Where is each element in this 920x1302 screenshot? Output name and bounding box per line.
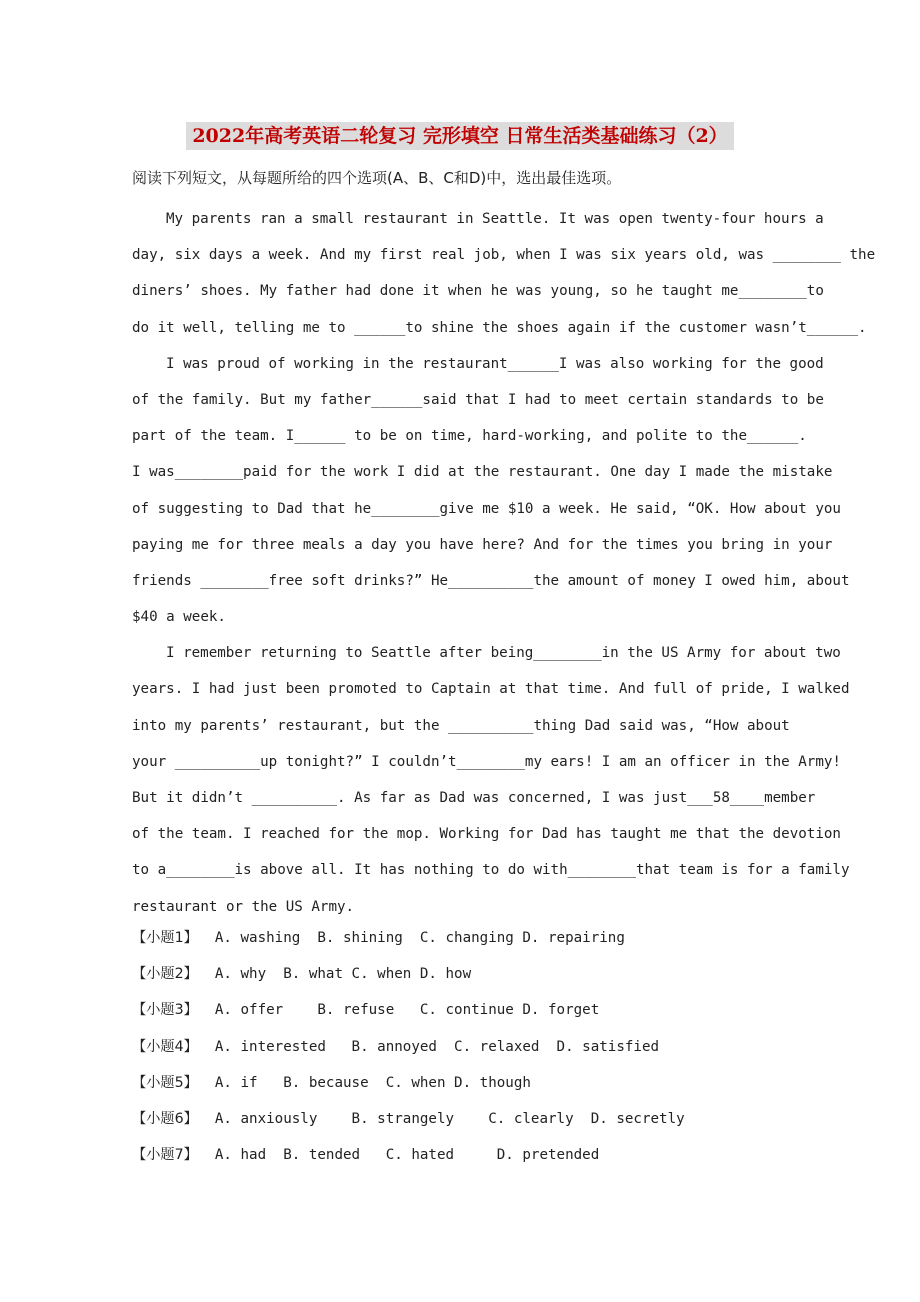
passage — [132, 201, 876, 925]
question-item — [132, 992, 792, 1028]
passage-line: into my parents’ restaurant, but the __________thing Dad said was, “How about — [132, 717, 790, 734]
question-label: 【小题2】 — [132, 966, 198, 983]
passage-line: $40 a week. — [132, 609, 226, 626]
question-item — [132, 1101, 792, 1137]
question-options: A. if B. because C. when D. though — [197, 1074, 531, 1091]
question-list — [132, 920, 792, 1173]
question-options: A. had B. tended C. hated D. pretended — [197, 1147, 600, 1164]
passage-line: I was________paid for the work I did at the restaurant. One day I made the mistake — [132, 464, 833, 481]
passage-line: I was proud of working in the restaurant______I was also working for the good — [166, 355, 824, 372]
question-options: A. why B. what C. when D. how — [197, 966, 472, 983]
passage-line: your __________up tonight?” I couldn’t________my ears! I am an officer in the Army! — [132, 753, 841, 770]
question-item — [132, 1029, 792, 1065]
passage-line: diners’ shoes. My father had done it when he was young, so he taught me________to — [132, 283, 824, 300]
passage-line: My parents ran a small restaurant in Seattle. It was open twenty-four hours a — [166, 211, 824, 227]
question-item — [132, 920, 792, 956]
question-options: A. washing B. shining C. changing D. repairing — [197, 930, 625, 946]
question-label: 【小题1】 — [132, 930, 198, 946]
question-label: 【小题4】 — [132, 1038, 198, 1055]
passage-line: friends ________free soft drinks?” He__________the amount of money I owed him, about — [132, 572, 850, 589]
passage-line: to a________is above all. It has nothing to do with________that team is for a family — [132, 862, 850, 879]
document-title: 2022年高考英语二轮复习 完形填空 日常生活类基础练习（2） — [186, 122, 733, 150]
passage-line: years. I had just been promoted to Captain at that time. And full of pride, I walked — [132, 681, 850, 698]
passage-line: of the team. I reached for the mop. Working for Dad has taught me that the devotion — [132, 826, 841, 843]
passage-line: restaurant or the US Army. — [132, 898, 355, 915]
passage-line: But it didn’t __________. As far as Dad was concerned, I was just___58____member — [132, 790, 816, 806]
question-label: 【小题3】 — [132, 1002, 198, 1019]
question-label: 【小题6】 — [132, 1110, 198, 1127]
question-options: A. offer B. refuse C. continue D. forget — [197, 1002, 600, 1019]
question-options: A. interested B. annoyed C. relaxed D. satisfied — [197, 1038, 660, 1055]
question-item — [132, 1137, 792, 1173]
title-wrap — [0, 122, 920, 150]
question-item — [132, 956, 792, 992]
passage-line: of suggesting to Dad that he________give me $10 a week. He said, “OK. How about you — [132, 500, 841, 517]
question-item — [132, 1065, 792, 1101]
question-label: 【小题7】 — [132, 1147, 198, 1164]
passage-line: paying me for three meals a day you have here? And for the times you bring in your — [132, 536, 833, 553]
passage-line: part of the team. I______ to be on time, hard-working, and polite to the______. — [132, 428, 807, 445]
passage-line: of the family. But my father______said that I had to meet certain standards to be — [132, 391, 824, 408]
passage-line: day, six days a week. And my first real job, when I was six years old, was ________ the — [132, 247, 876, 264]
question-label: 【小题5】 — [132, 1074, 198, 1091]
passage-line: do it well, telling me to ______to shine the shoes again if the customer wasn’t______. — [132, 319, 867, 336]
question-options: A. anxiously B. strangely C. clearly D. secretly — [197, 1110, 685, 1127]
passage-line: I remember returning to Seattle after being________in the US Army for about two — [166, 645, 841, 662]
instructions: 阅读下列短文，从每题所给的四个选项(A、B、C和D)中，选出最佳选项。 — [132, 169, 622, 187]
